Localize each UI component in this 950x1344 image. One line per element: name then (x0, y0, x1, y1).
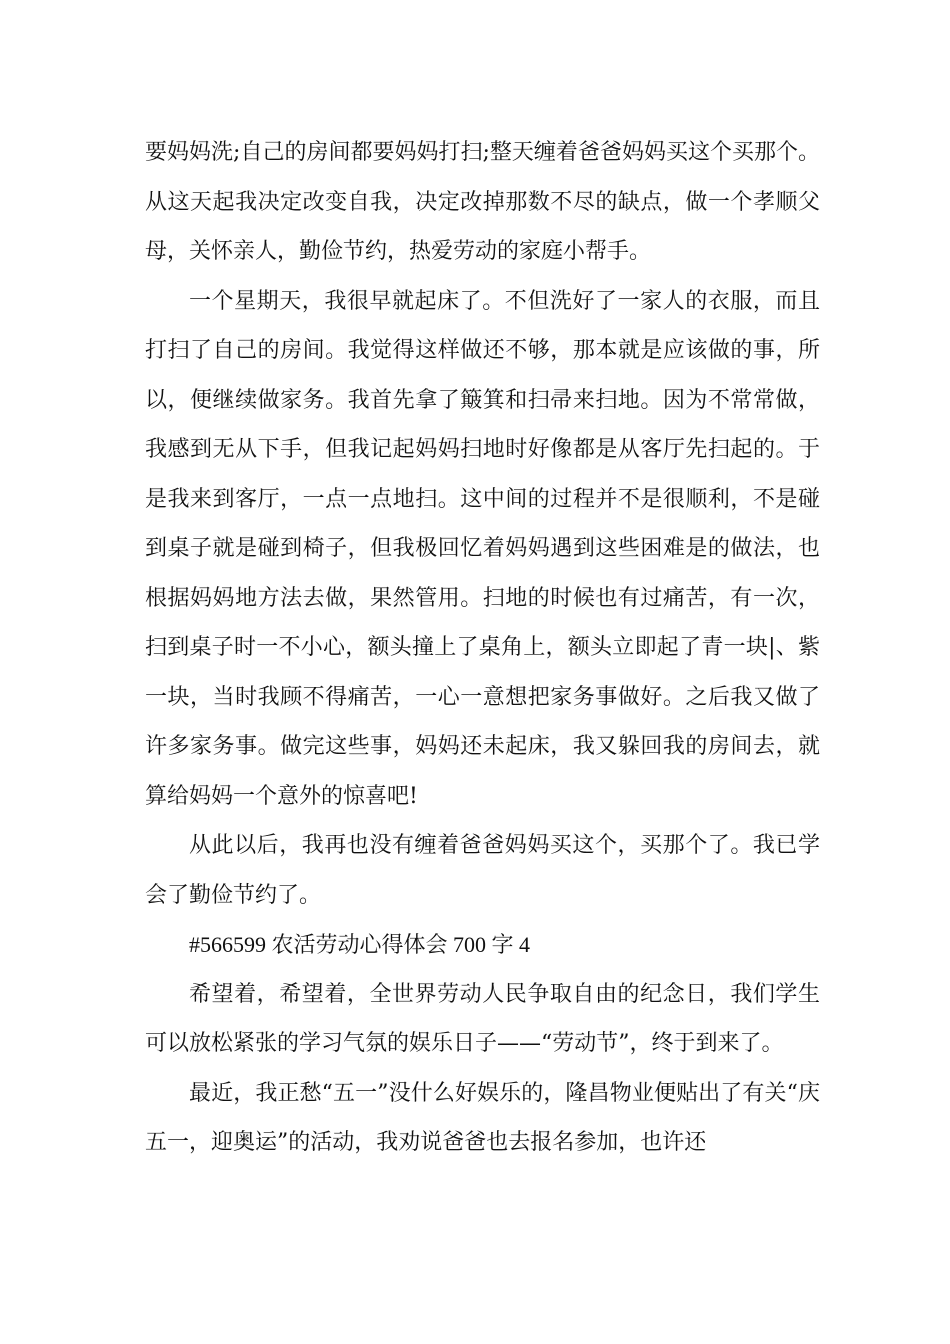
paragraph-1: 要妈妈洗;自己的房间都要妈妈打扫;整天缠着爸爸妈妈买这个买那个。从这天起我决定改变自我，决定改掉那数不尽的缺点，做一个孝顺父母，关怀亲人，勤俭节约，热爱劳动的家庭小帮手。 (145, 140, 820, 264)
paragraph-5: 最近，我正愁“五一”没什么好娱乐的，隆昌物业便贴出了有关“庆五一，迎奥运”的活动，我劝说爸爸也去报名参加，也许还 (145, 1080, 820, 1155)
paragraph-4: 希望着，希望着，全世界劳动人民争取自由的纪念日，我们学生可以放松紧张的学习气氛的娱乐日子——“劳动节”，终于到来了。 (145, 981, 820, 1056)
paragraph-3: 从此以后，我再也没有缠着爸爸妈妈买这个，买那个了。我已学会了勤俭节约了。 (145, 833, 820, 908)
section-heading: #566599 农活劳动心得体会 700 字 4 (189, 932, 531, 957)
paragraph-2: 一个星期天，我很早就起床了。不但洗好了一家人的衣服，而且打扫了自己的房间。我觉得这样做还不够，那本就是应该做的事，所以，便继续做家务。我首先拿了簸箕和扫帚来扫地。因为不常常做，我感到无从下手，但我记起妈妈扫地时好像都是从客厅先扫起的。于是我来到客厅，一点一点地扫。这中间的过程并不是很顺利，不是碰到桌子就是碰到椅子，但我极回忆着妈妈遇到这些困难是的做法，也根据妈妈地方法去做，果然管用。扫地的时候也有过痛苦，有一次，扫到桌子时一不小心，额头撞上了桌角上，额头立即起了青一块|、紫一块，当时我顾不得痛苦，一心一意想把家务事做好。之后我又做了许多家务事。做完这些事，妈妈还未起床，我又躲回我的房间去，就算给妈妈一个意外的惊喜吧! (145, 288, 820, 809)
document-body (145, 128, 820, 1168)
